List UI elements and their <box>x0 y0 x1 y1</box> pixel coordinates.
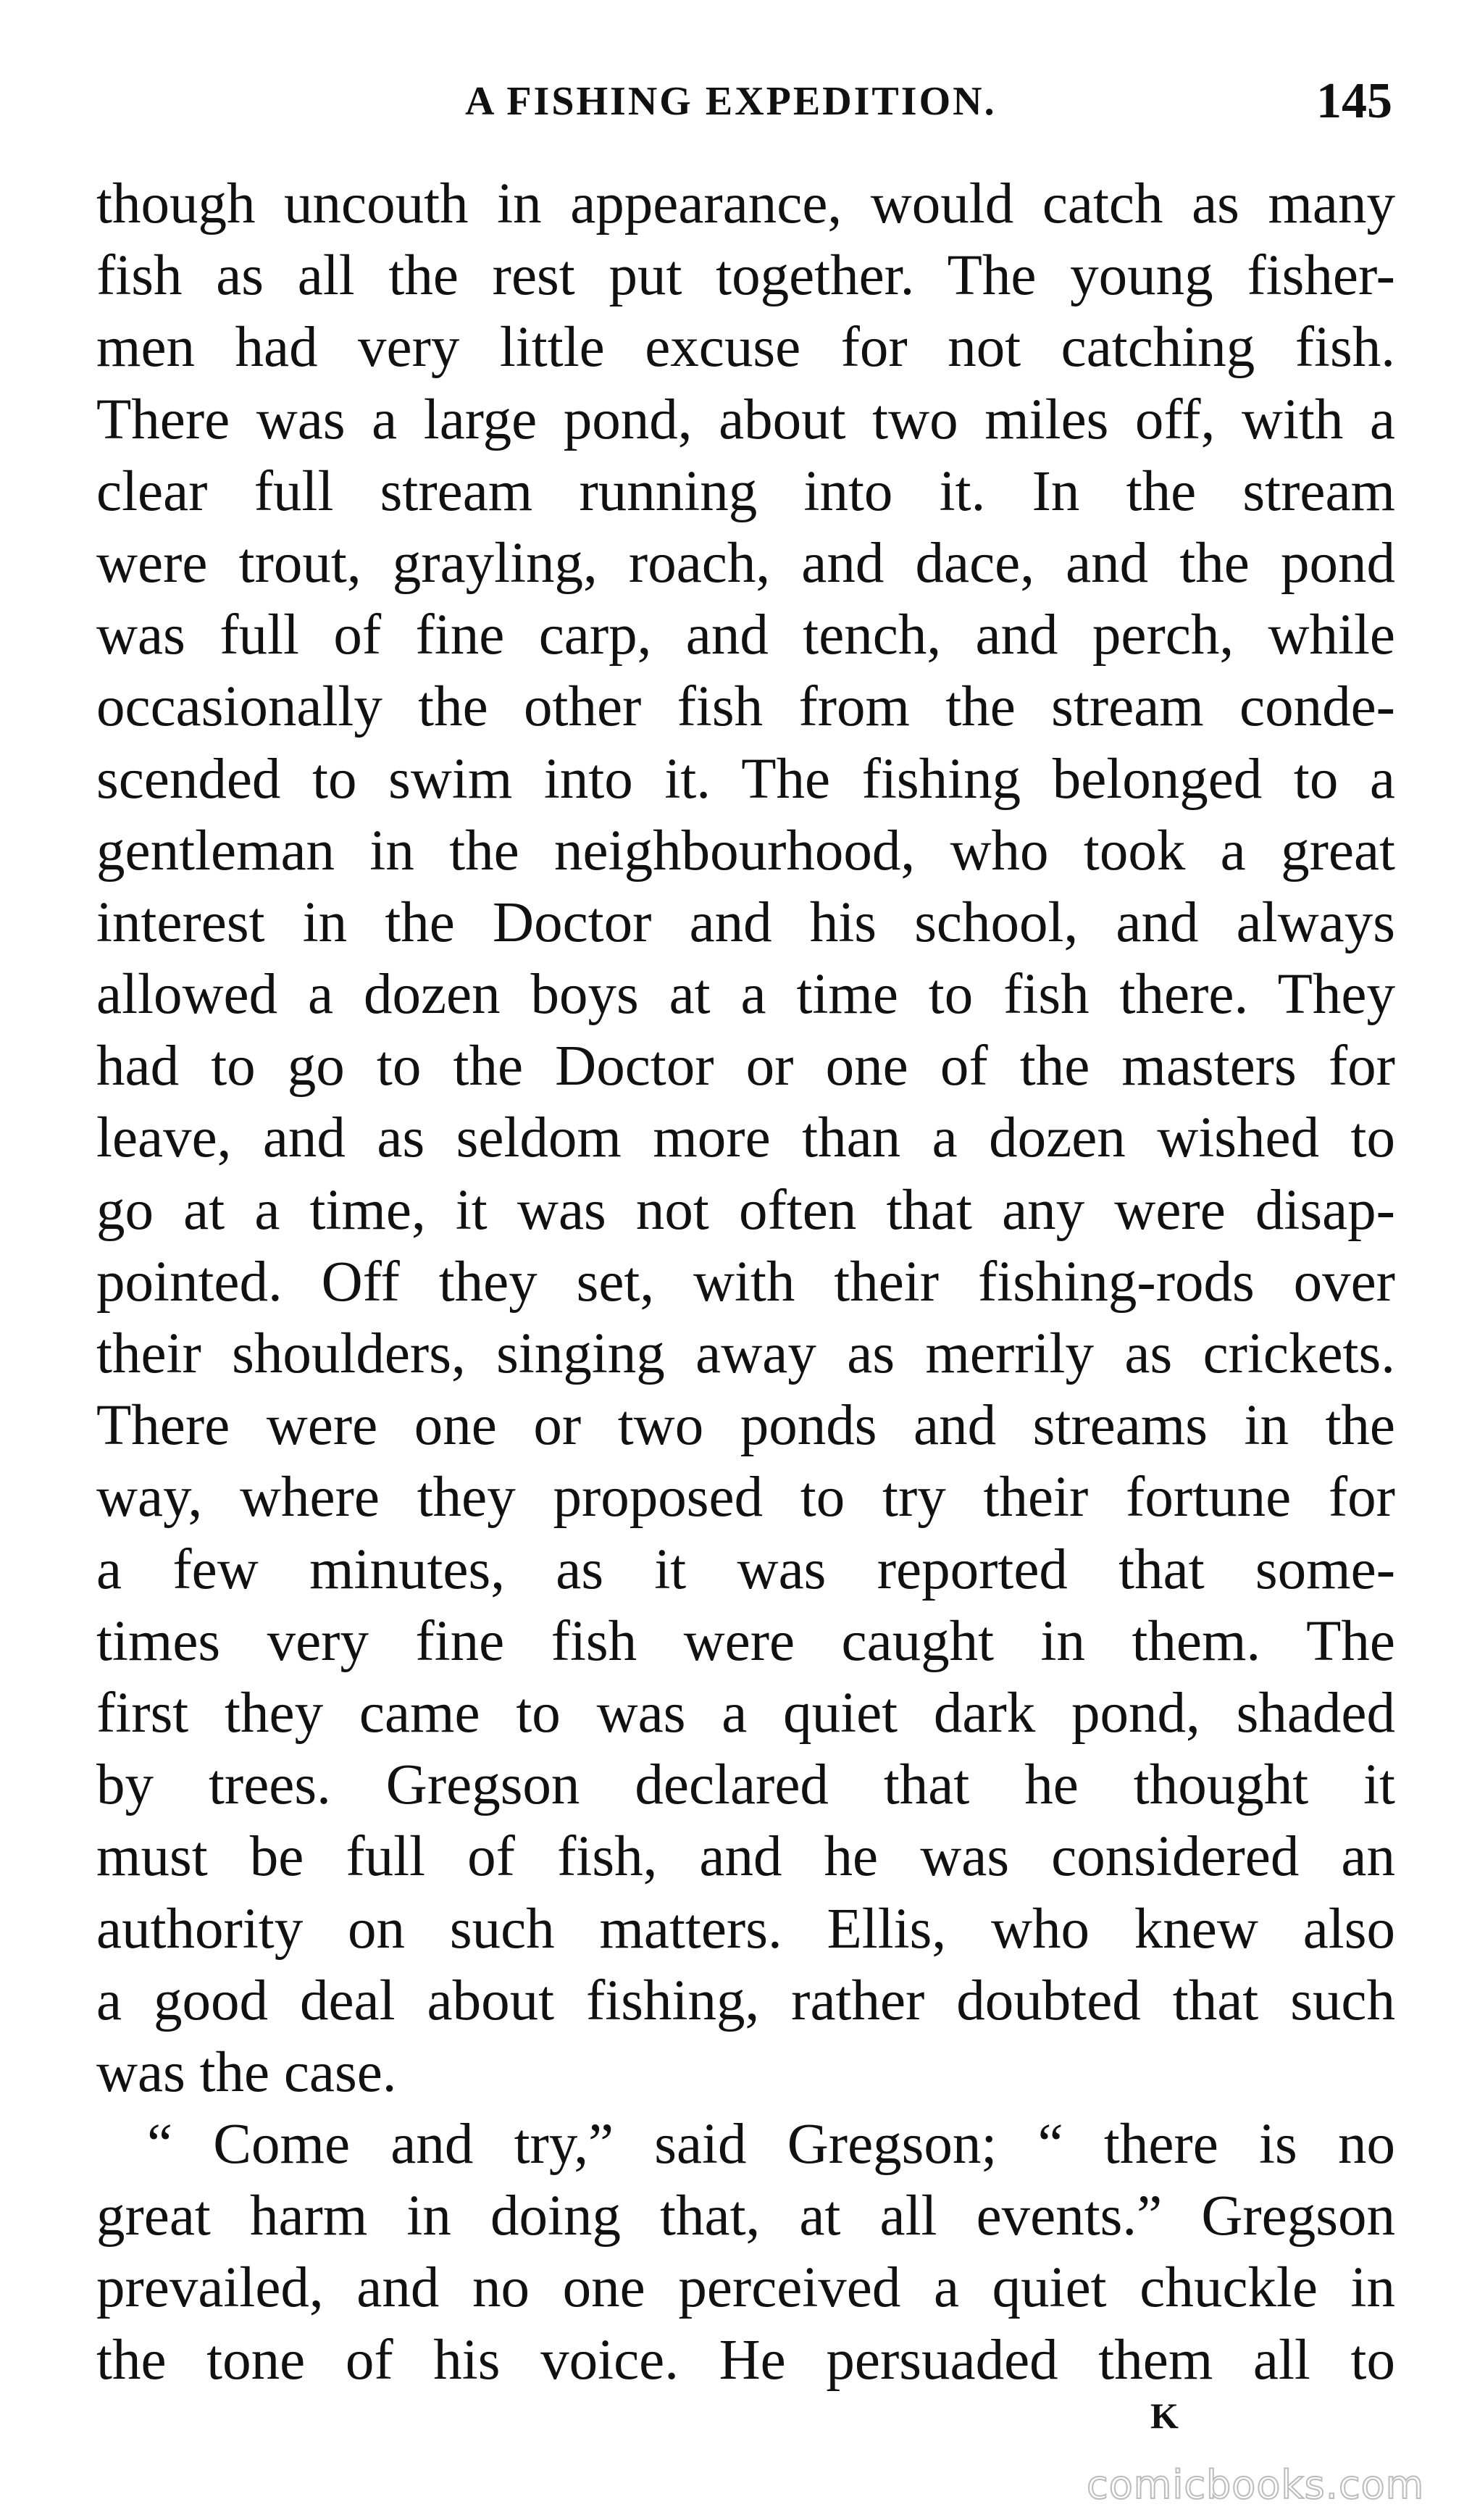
text-line: prevailed, and no one perceived a quiet chuckle in <box>96 2256 1395 2320</box>
body-text <box>96 168 1395 2396</box>
watermark: comicbooks.com <box>1087 2462 1425 2508</box>
signature-mark: K <box>1150 2395 1179 2436</box>
text-line: their shoulders, singing away as merrily as crickets. <box>96 1322 1395 1385</box>
text-line: gentleman in the neighbourhood, who took a great <box>96 819 1395 883</box>
text-line: allowed a dozen boys at a time to fish there. They <box>96 963 1395 1027</box>
text-line: had to go to the Doctor or one of the masters for <box>96 1035 1395 1098</box>
text-line: a good deal about fishing, rather doubted that such <box>96 1969 1395 2032</box>
text-line: by trees. Gregson declared that he thought it <box>96 1753 1395 1817</box>
text-line: interest in the Doctor and his school, and always <box>96 890 1395 954</box>
text-line: must be full of fish, and he was considered an <box>96 1825 1395 1889</box>
text-line: scended to swim into it. The fishing belonged to a <box>96 747 1395 811</box>
text-line: pointed. Off they set, with their fishing-rods over <box>96 1250 1395 1314</box>
text-line: though uncouth in appearance, would catch as many <box>96 172 1395 235</box>
text-line: men had very little excuse for not catching fish. <box>96 316 1395 380</box>
text-line: fish as all the rest put together. The young fisher- <box>96 244 1395 308</box>
text-line: go at a time, it was not often that any were disap- <box>96 1178 1395 1242</box>
text-line: way, where they proposed to try their fortune for <box>96 1466 1395 1530</box>
text-line-paragraph-start: “ Come and try,” said Gregson; “ there is no <box>147 2113 1395 2177</box>
page-number: 145 <box>1316 73 1392 129</box>
text-line: authority on such matters. Ellis, who knew also <box>96 1897 1395 1961</box>
running-head <box>0 72 1472 130</box>
text-line: the tone of his voice. He persuaded them all to <box>96 2328 1395 2392</box>
text-line: great harm in doing that, at all events.” Gregson <box>96 2185 1395 2248</box>
text-line: occasionally the other fish from the stream conde- <box>96 675 1395 739</box>
text-line: a few minutes, as it was reported that some- <box>96 1538 1395 1601</box>
text-line: leave, and as seldom more than a dozen wished to <box>96 1106 1395 1170</box>
text-line-paragraph-end: was the case. <box>96 2040 397 2104</box>
text-line: There was a large pond, about two miles off, with a <box>96 388 1395 451</box>
text-line: times very fine fish were caught in them. The <box>96 1609 1395 1673</box>
text-line: clear full stream running into it. In the stream <box>96 459 1395 523</box>
text-line: were trout, grayling, roach, and dace, and the pond <box>96 531 1395 595</box>
text-line: first they came to was a quiet dark pond, shaded <box>96 1681 1395 1745</box>
running-head-title: A FISHING EXPEDITION. <box>465 79 997 124</box>
text-line: There were one or two ponds and streams in the <box>96 1394 1395 1458</box>
text-line: was full of fine carp, and tench, and perch, while <box>96 604 1395 667</box>
